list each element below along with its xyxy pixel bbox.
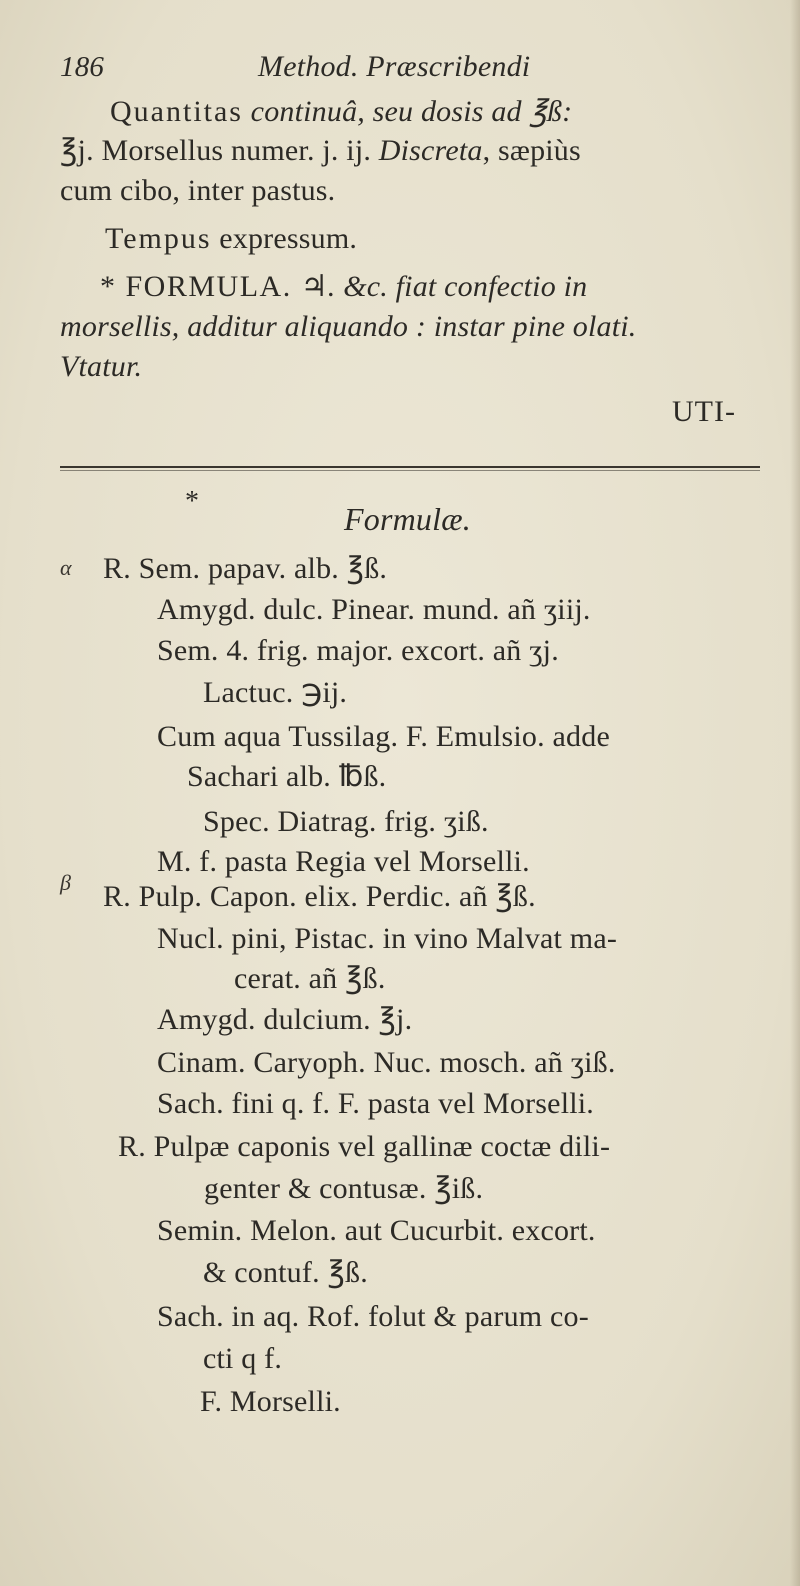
recipe3-line-5: Sach. in aq. Rof. folut & parum co- [157,1300,589,1333]
recipe1-line-2: Amygd. dulc. Pinear. mund. añ ʒiij. [157,593,591,626]
recipe1-line-5: Cum aqua Tussilag. F. Emulsio. adde [157,720,610,753]
tempus-heading: Tempus [105,222,212,255]
beta-marker: β [60,870,71,895]
quantitas-heading: Quantitas [110,95,243,128]
recipe2-line-4: Amygd. dulcium. ℥j. [157,1003,413,1036]
recipe1-line-8: M. f. pasta Regia vel Morselli. [157,845,530,878]
text-line-4 [105,222,357,256]
discreta-word: Discreta [378,134,483,167]
section-divider-shadow [60,470,760,471]
alpha-marker: α [60,555,72,580]
recipe2-line-2: Nucl. pini, Pistac. in vino Malvat ma- [157,922,618,955]
text-line-3: cum cibo, inter pastus. [60,174,336,207]
recipe3-line-3: Semin. Melon. aut Cucurbit. excort. [157,1214,596,1247]
tempus-text: expressum. [211,222,358,255]
heading-asterisk: * [185,486,200,517]
recipe3-line-4: & contuf. ℥ß. [203,1256,368,1289]
recipe1-line-3: Sem. 4. frig. major. excort. añ ʒj. [157,634,559,667]
recipe3-line-6: cti q f. [203,1342,283,1375]
catchword: UTI- [672,395,736,428]
text-line-1 [110,95,572,129]
recipe2-line-1: R. Pulp. Capon. elix. Perdic. añ ℥ß. [103,880,536,913]
dose-text: continuâ, seu dosis ad ℥ß: [242,95,573,128]
morsellus-count: ℥j. Morsellus numer. j. ij. [60,134,379,167]
page-number: 186 [60,51,105,83]
recipe1-line-6: Sachari alb. ℔ß. [187,760,387,793]
recipe2-line-3: cerat. añ ℥ß. [234,962,386,995]
recipe3-line-7: F. Morselli. [200,1385,341,1418]
text-line-6: morsellis, additur aliquando : instar pine olati. [60,310,637,343]
text-line-7: Vtatur. [60,350,143,383]
formula-text: ♃. &c. fiat confectio in [300,270,588,303]
saepius-word: , sæpiùs [482,134,581,167]
running-title: Method. Præscribendi [258,50,531,83]
formula-heading: * FORMULA. [100,270,301,303]
text-line-2 [60,134,581,168]
text-line-5 [100,270,587,304]
recipe2-line-6: Sach. fini q. f. F. pasta vel Morselli. [157,1087,594,1120]
recipe3-line-1: R. Pulpæ caponis vel gallinæ coctæ dili- [118,1130,611,1163]
recipe1-line-4: Lactuc. ℈ij. [203,676,348,709]
section-divider [60,466,760,468]
recipe1-line-1: R. Sem. papav. alb. ℥ß. [103,552,388,585]
formulae-heading: Formulæ. [344,501,471,537]
recipe2-line-5: Cinam. Caryoph. Nuc. mosch. añ ʒiß. [157,1046,616,1079]
recipe1-line-7: Spec. Diatrag. frig. ʒiß. [203,805,489,838]
page-edge-shadow [790,0,800,1586]
recipe3-line-2: genter & contusæ. ℥iß. [204,1172,484,1205]
